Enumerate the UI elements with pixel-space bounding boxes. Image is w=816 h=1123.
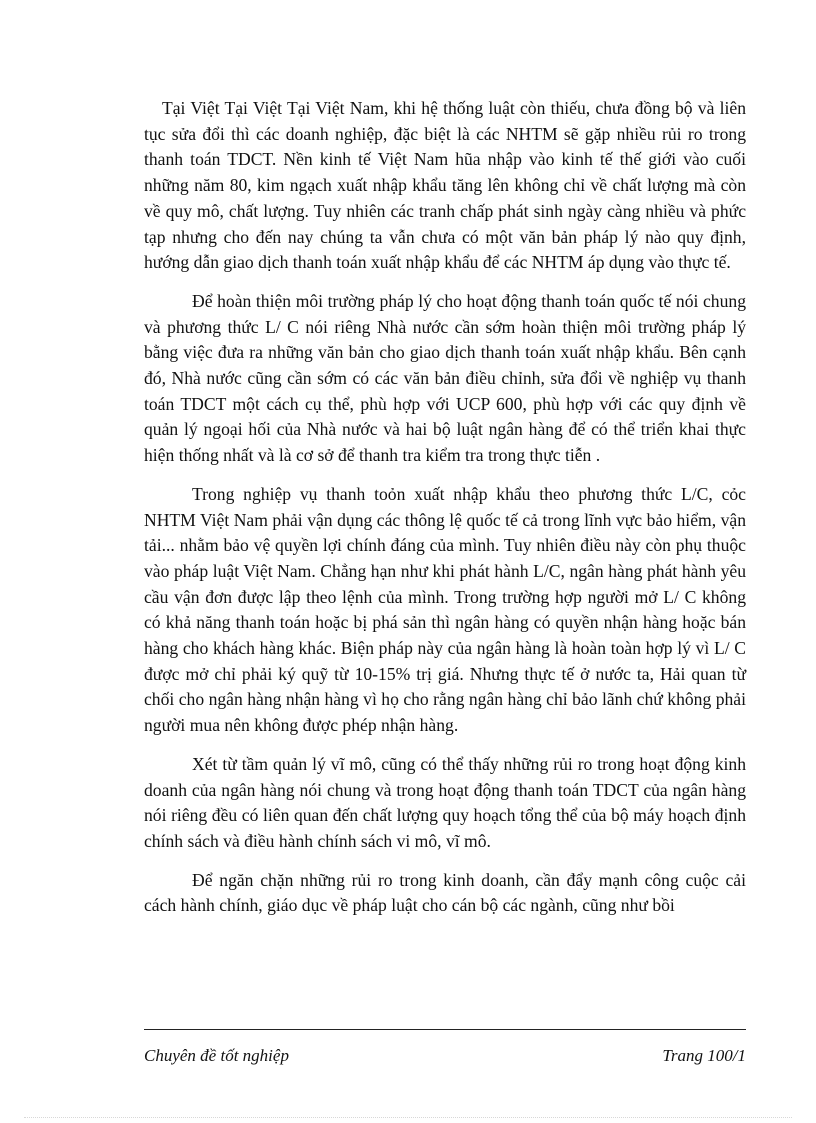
footer-divider [144, 1029, 746, 1030]
paragraph-3: Trong nghiệp vụ thanh toỏn xuất nhập khẩu theo phương thức L/C, cỏc NHTM Việt Nam phải vận dụng các thông lệ quốc tế cả trong lĩnh vực bảo hiểm, vận tải... nhằm bảo vệ quyền lợi chính đáng của mình. Tuy nhiên điều này còn phụ thuộc vào pháp luật Việt Nam. Chẳng hạn như khi phát hành L/C, ngân hàng phát hành yêu cầu vận đơn được lập theo lệnh của mình. Trong trường hợp người mở L/ C không có khả năng thanh toán hoặc bị phá sản thì ngân hàng có quyền nhận hàng hoặc bán hàng cho khách hàng khác. Biện pháp này của ngân hàng là hoàn toàn hợp lý vì L/ C được mở chỉ phải ký quỹ từ 10-15% trị giá. Nhưng thực tế ở nước ta, Hải quan từ chối cho ngân hàng nhận hàng vì họ cho rằng ngân hàng chỉ bảo lãnh chứ không phải người mua nên không được phép nhận hàng. [144, 483, 746, 736]
document-body [144, 96, 746, 932]
footer-title: Chuyên đề tốt nghiệp [144, 1046, 289, 1065]
paragraph-2: Để hoàn thiện môi trường pháp lý cho hoạt động thanh toán quốc tế nói chung và phương thức L/ C nói riêng Nhà nước cần sớm hoàn thiện môi trường pháp lý bằng việc đưa ra những văn bản cho giao dịch thanh toán xuất nhập khẩu. Bên cạnh đó, Nhà nước cũng cần sớm có các văn bản điều chỉnh, sửa đổi về nghiệp vụ thanh toán TDCT một cách cụ thể, phù hợp với UCP 600, phù hợp với các quy định về quản lý ngoại hối của Nhà nước và hai bộ luật ngân hàng để có thể triển khai thực hiện thống nhất và là cơ sở để thanh tra kiểm tra trong thực tiễn . [144, 290, 746, 466]
paragraph-5: Để ngăn chặn những rủi ro trong kinh doanh, cần đẩy mạnh công cuộc cải cách hành chính, giáo dục về pháp luật cho cán bộ các ngành, cũng như bồi [144, 869, 746, 916]
paragraph-4: Xét từ tầm quản lý vĩ mô, cũng có thể thấy những rủi ro trong hoạt động kinh doanh của ngân hàng nói chung và trong hoạt động thanh toán TDCT của ngân hàng nói riêng đều có liên quan đến chất lượng quy hoạch tổng thể của bộ máy hoạch định chính sách và điều hành chính sách vi mô, vĩ mô. [144, 753, 746, 851]
paragraph-1: Tại Việt Tại Việt Tại Việt Nam, khi hệ thống luật còn thiếu, chưa đồng bộ và liên tục sửa đổi thì các doanh nghiệp, đặc biệt là các NHTM sẽ gặp nhiều rủi ro trong thanh toán TDCT. Nền kinh tế Việt Nam hũa nhập vào kinh tế thế giới vào cuối những năm 80, kim ngạch xuất nhập khẩu tăng lên không chỉ về chất lượng mà còn về quy mô, chất lượng. Tuy nhiên các tranh chấp phát sinh ngày càng nhiều và phức tạp nhưng cho đến nay chúng ta vẫn chưa có một văn bản pháp lý nào quy định, hướng dẫn giao dịch thanh toán xuất nhập khẩu để các NHTM áp dụng vào thực tế. [144, 98, 746, 273]
footer-page-number: Trang 100/1 [662, 1046, 746, 1065]
page-bottom-border [24, 1117, 792, 1118]
